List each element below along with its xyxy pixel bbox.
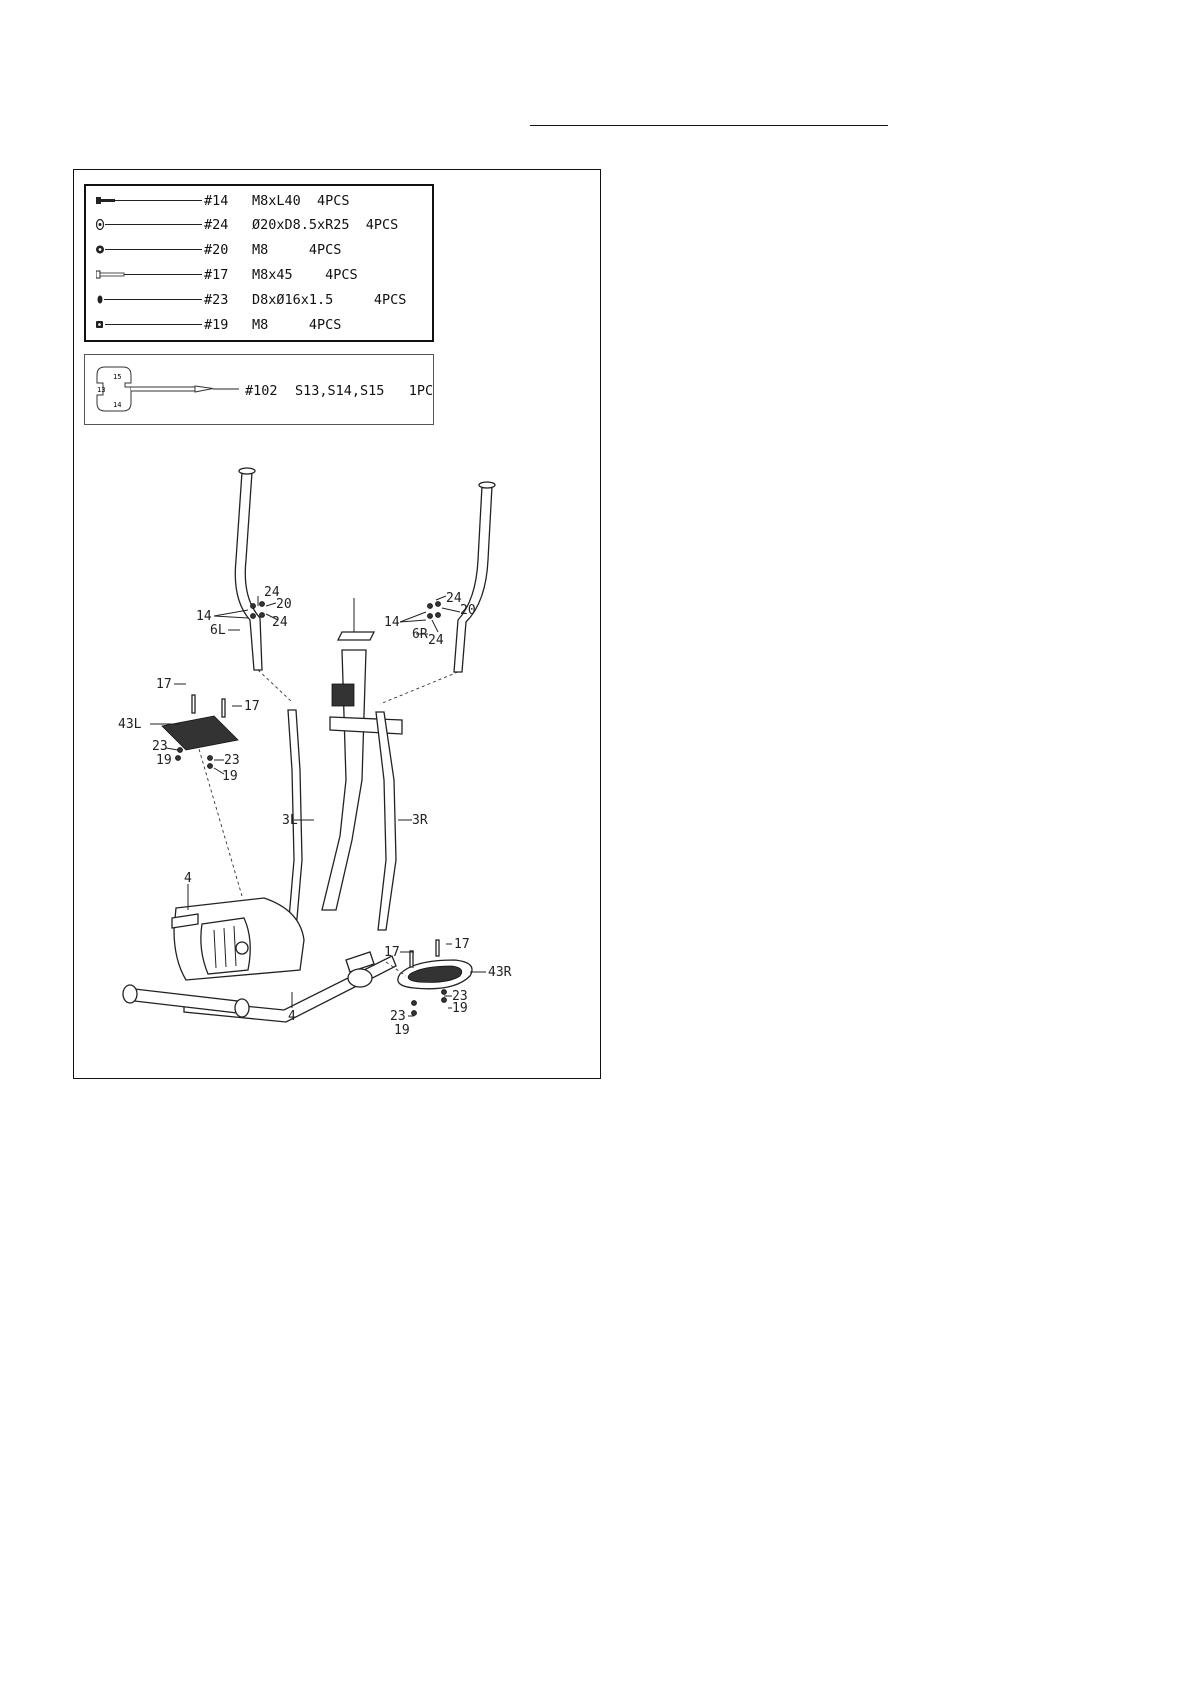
- wrench-size-14: 14: [113, 401, 122, 409]
- flywheel-housing: [172, 898, 304, 980]
- callout-19: 19: [394, 1023, 410, 1038]
- callout-24: 24: [272, 615, 288, 630]
- callout-19: 19: [156, 753, 172, 768]
- callout-24: 24: [264, 585, 280, 600]
- callout-17: 17: [156, 677, 172, 692]
- callout-24: 24: [446, 591, 462, 606]
- curved-washer-icon: [96, 218, 206, 232]
- handlebar-left: [235, 468, 262, 670]
- callout-19: 19: [222, 769, 238, 784]
- pedal-left: [162, 716, 238, 750]
- callout-43R: 43R: [488, 965, 512, 980]
- callout-19: 19: [452, 1001, 468, 1016]
- hardware-row: #24 Ø20xD8.5xR25 4PCS: [86, 214, 432, 238]
- callout-14: 14: [196, 609, 212, 624]
- callout-17: 17: [454, 937, 470, 952]
- handlebar-right: [454, 482, 495, 672]
- nut-icon: [96, 243, 206, 257]
- pedal-right: [398, 960, 472, 989]
- hardware-list: [84, 184, 434, 342]
- callout-23: 23: [224, 753, 240, 768]
- callout-23: 23: [452, 989, 468, 1004]
- bolt-icon: [96, 268, 206, 282]
- callout-20: 20: [460, 603, 476, 618]
- hardware-row: #20 M8 4PCS: [86, 239, 432, 263]
- assembly-diagram: [74, 440, 594, 1070]
- multi-wrench-icon: [89, 357, 249, 425]
- callout-23: 23: [390, 1009, 406, 1024]
- callout-14: 14: [384, 615, 400, 630]
- flat-washer-icon: [96, 293, 206, 307]
- crossbar: [330, 717, 402, 734]
- callout-17: 17: [244, 699, 260, 714]
- callout-3L: 3L: [282, 813, 298, 828]
- hardware-row: #17 M8x45 4PCS: [86, 264, 432, 288]
- bolt-long-icon: [96, 194, 206, 208]
- callout-24: 24: [428, 633, 444, 648]
- tool-list: 15 13 14 #102 S13,S14,S15 1PC: [84, 354, 434, 425]
- arm-right: [376, 712, 396, 930]
- wrench-size-15: 15: [113, 373, 122, 381]
- callout-6R: 6R: [412, 627, 428, 642]
- callout-4: 4: [184, 871, 192, 886]
- wrench-size-13: 13: [97, 386, 106, 394]
- console-mast: [322, 598, 374, 910]
- callout-20: 20: [276, 597, 292, 612]
- callout-4: 4: [288, 1009, 296, 1024]
- section-title-underline: [530, 125, 888, 126]
- callout-17: 17: [384, 945, 400, 960]
- callout-6L: 6L: [210, 623, 226, 638]
- callout-43L: 43L: [118, 717, 142, 732]
- cap-nut-icon: [96, 318, 206, 332]
- callout-23: 23: [152, 739, 168, 754]
- hardware-row: #19 M8 4PCS: [86, 314, 432, 338]
- hardware-row: #14 M8xL40 4PCS: [86, 190, 432, 214]
- hardware-row: #23 D8xØ16x1.5 4PCS: [86, 289, 432, 313]
- callout-3R: 3R: [412, 813, 428, 828]
